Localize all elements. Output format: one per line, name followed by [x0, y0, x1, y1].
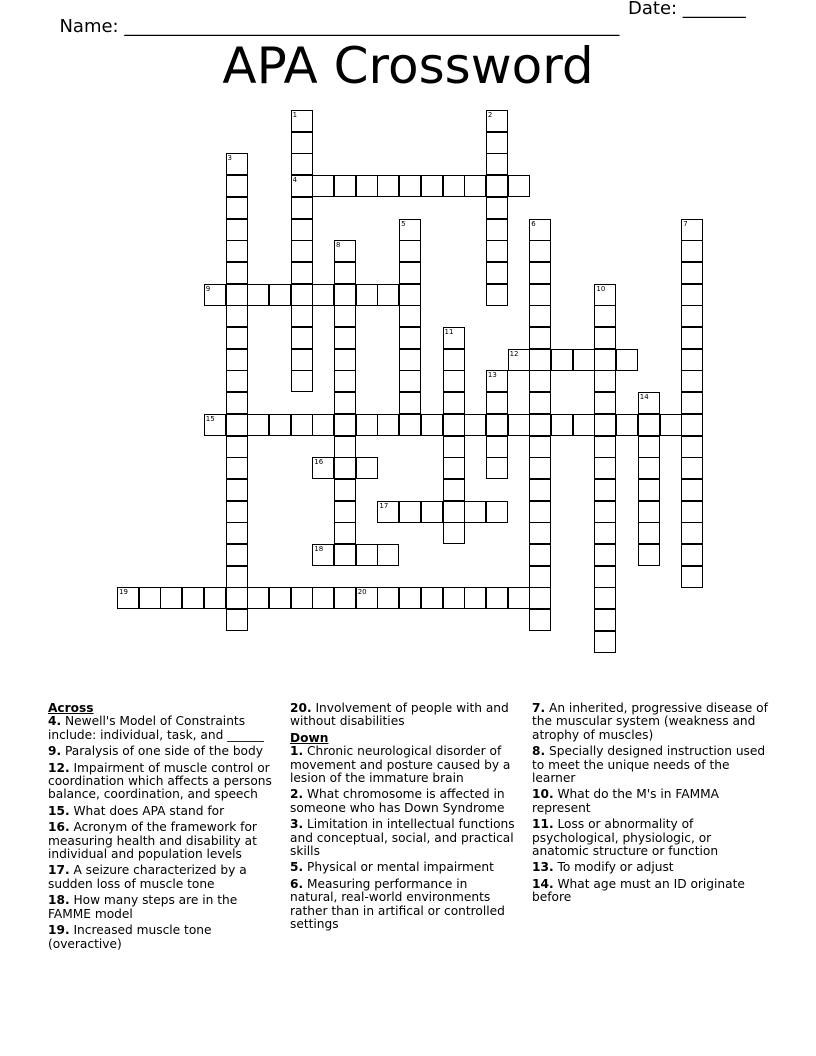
crossword-cell[interactable]	[334, 240, 356, 262]
clues-column-2	[290, 702, 518, 935]
crossword-cell[interactable]	[638, 414, 660, 436]
clue-item	[290, 861, 518, 874]
clue-number: 1.	[290, 744, 304, 759]
cell-number: 7	[683, 219, 688, 228]
crossword-cell[interactable]	[681, 457, 703, 479]
crossword-cell[interactable]	[399, 587, 421, 609]
clue-item	[48, 864, 276, 891]
crossword-cell[interactable]	[443, 370, 465, 392]
crossword-cell[interactable]	[638, 436, 660, 458]
crossword-cell[interactable]	[247, 587, 269, 609]
clue-text: What does APA stand for	[69, 803, 225, 818]
crossword-cell[interactable]	[443, 414, 465, 436]
crossword-cell[interactable]	[247, 284, 269, 306]
crossword-cell[interactable]	[681, 305, 703, 327]
crossword-cell[interactable]	[681, 262, 703, 284]
cell-number: 3	[227, 154, 232, 163]
clue-number: 17.	[48, 863, 70, 878]
crossword-cell[interactable]	[486, 370, 508, 392]
crossword-cell[interactable]	[464, 501, 486, 523]
crossword-cell[interactable]	[594, 349, 616, 371]
crossword-cell[interactable]	[377, 414, 399, 436]
crossword-cell[interactable]	[529, 501, 551, 523]
clue-item	[532, 788, 768, 815]
crossword-cell[interactable]	[421, 414, 443, 436]
cell-number: 20	[357, 588, 367, 597]
crossword-cell[interactable]	[594, 327, 616, 349]
crossword-cell[interactable]	[226, 587, 248, 609]
clue-item	[290, 745, 518, 785]
crossword-cell[interactable]	[399, 284, 421, 306]
crossword-cell[interactable]	[529, 262, 551, 284]
clue-text: Acronym of the framework for measuring health and disability at individual and population levels	[48, 820, 257, 862]
crossword-cell[interactable]	[486, 175, 508, 197]
crossword-cell[interactable]	[269, 414, 291, 436]
crossword-cell[interactable]	[443, 479, 465, 501]
crossword-cell[interactable]	[681, 501, 703, 523]
crossword-cell[interactable]	[269, 284, 291, 306]
crossword-cell[interactable]	[226, 153, 248, 175]
crossword-cell[interactable]	[529, 587, 551, 609]
clue-number: 11.	[532, 817, 554, 832]
crossword-cell[interactable]	[226, 349, 248, 371]
clue-item	[532, 702, 768, 742]
crossword-cell[interactable]	[139, 587, 161, 609]
clue-item	[532, 861, 768, 874]
crossword-cell[interactable]	[660, 414, 682, 436]
crossword-cell[interactable]	[117, 587, 139, 609]
crossword-cell[interactable]	[291, 414, 313, 436]
crossword-cell[interactable]	[312, 175, 334, 197]
crossword-cell[interactable]	[529, 436, 551, 458]
crossword-cell[interactable]	[529, 544, 551, 566]
cell-number: 5	[401, 219, 406, 228]
crossword-cell[interactable]	[334, 544, 356, 566]
crossword-cell[interactable]	[291, 197, 313, 219]
crossword-cell[interactable]	[486, 436, 508, 458]
crossword-cell[interactable]	[334, 262, 356, 284]
crossword-cell[interactable]	[486, 110, 508, 132]
crossword-cell[interactable]	[247, 414, 269, 436]
cell-number: 2	[487, 111, 493, 119]
crossword-cell[interactable]	[638, 479, 660, 501]
crossword-cell[interactable]	[638, 457, 660, 479]
crossword-cell[interactable]	[616, 349, 638, 371]
crossword-cell[interactable]	[356, 414, 378, 436]
crossword-cell[interactable]	[681, 479, 703, 501]
crossword-cell[interactable]	[486, 414, 508, 436]
crossword-cell[interactable]	[334, 587, 356, 609]
crossword-cell[interactable]	[226, 479, 248, 501]
clues-column-1	[48, 702, 276, 954]
crossword-cell[interactable]	[291, 153, 313, 175]
clue-item	[290, 878, 518, 932]
crossword-cell[interactable]	[486, 153, 508, 175]
crossword-cell[interactable]	[334, 284, 356, 306]
cell-number: 1	[292, 111, 298, 119]
clue-text: Specially designed instruction used to meet the unique needs of the learner	[532, 744, 766, 786]
crossword-cell[interactable]	[226, 262, 248, 284]
crossword-cell[interactable]	[443, 392, 465, 414]
crossword-cell[interactable]	[226, 566, 248, 588]
crossword-cell[interactable]	[529, 349, 551, 371]
clue-text: Increased muscle tone (overactive)	[48, 923, 212, 951]
crossword-cell[interactable]	[486, 197, 508, 219]
crossword-cell[interactable]	[291, 305, 313, 327]
clue-number: 20.	[290, 701, 312, 715]
crossword-cell[interactable]	[594, 501, 616, 523]
crossword-cell[interactable]	[486, 240, 508, 262]
clue-text: Measuring performance in natural, real-world environments rather than in artifical or controlled settings	[290, 876, 505, 932]
crossword-cell[interactable]	[334, 175, 356, 197]
clue-number: 9.	[48, 744, 62, 759]
crossword-cell[interactable]	[399, 349, 421, 371]
crossword-cell[interactable]	[399, 414, 421, 436]
crossword-cell[interactable]	[226, 240, 248, 262]
crossword-cell[interactable]	[551, 349, 573, 371]
clue-text: Paralysis of one side of the body	[61, 744, 263, 759]
crossword-cell[interactable]	[443, 457, 465, 479]
clue-item	[48, 821, 276, 861]
crossword-cell[interactable]	[291, 219, 313, 241]
page-title: APA Crossword	[222, 37, 594, 95]
crossword-cell[interactable]	[529, 566, 551, 588]
crossword-cell[interactable]	[443, 327, 465, 349]
crossword-cell[interactable]	[291, 327, 313, 349]
clue-number: 7.	[532, 701, 546, 715]
down-clue-list	[290, 745, 518, 931]
crossword-cell[interactable]	[464, 414, 486, 436]
clue-item	[48, 715, 276, 742]
crossword-cell[interactable]	[681, 349, 703, 371]
crossword-cell[interactable]	[443, 587, 465, 609]
crossword-cell[interactable]	[681, 370, 703, 392]
cell-number: 14	[639, 393, 649, 402]
crossword-cell[interactable]	[226, 392, 248, 414]
crossword-cell[interactable]	[681, 522, 703, 544]
crossword-cell[interactable]	[356, 587, 378, 609]
crossword-cell[interactable]	[529, 240, 551, 262]
crossword-cell[interactable]	[399, 370, 421, 392]
clue-text: A seizure characterized by a sudden loss of muscle tone	[48, 863, 247, 891]
cell-number: 13	[487, 371, 497, 380]
clue-number: 12.	[48, 760, 70, 775]
crossword-cell[interactable]	[681, 327, 703, 349]
crossword-cell[interactable]	[681, 240, 703, 262]
clue-item	[532, 745, 768, 785]
crossword-cell[interactable]	[226, 501, 248, 523]
crossword-cell[interactable]	[334, 392, 356, 414]
date-field-label: Date: _______	[628, 0, 746, 19]
clue-item	[290, 788, 518, 815]
crossword-cell[interactable]	[486, 132, 508, 154]
crossword-cell[interactable]	[399, 327, 421, 349]
clue-item	[532, 878, 768, 905]
crossword-cell[interactable]	[681, 284, 703, 306]
clue-number: 6.	[290, 876, 304, 891]
crossword-cell[interactable]	[443, 501, 465, 523]
crossword-cell[interactable]	[486, 284, 508, 306]
cell-number: 8	[336, 241, 341, 250]
crossword-cell[interactable]	[226, 219, 248, 241]
crossword-cell[interactable]	[291, 132, 313, 154]
crossword-cell[interactable]	[529, 609, 551, 631]
crossword-cell[interactable]	[226, 370, 248, 392]
cell-number: 16	[314, 458, 324, 467]
clues-column-3	[532, 702, 768, 908]
crossword-cell[interactable]	[616, 414, 638, 436]
crossword-cell[interactable]	[226, 522, 248, 544]
cell-number: 15	[205, 414, 215, 423]
crossword-cell[interactable]	[681, 219, 703, 241]
crossword-cell[interactable]	[182, 587, 204, 609]
crossword-cell[interactable]	[204, 284, 226, 306]
cell-number: 18	[314, 545, 324, 553]
crossword-cell[interactable]	[312, 587, 334, 609]
cell-number: 19	[119, 588, 128, 597]
down-heading: Down	[290, 730, 329, 745]
crossword-cell[interactable]	[594, 631, 616, 653]
crossword-cell[interactable]	[356, 175, 378, 197]
crossword-cell[interactable]	[594, 457, 616, 479]
across-clue-list	[48, 715, 276, 951]
crossword-cell[interactable]	[226, 457, 248, 479]
crossword-cell[interactable]	[291, 240, 313, 262]
crossword-cell[interactable]	[529, 457, 551, 479]
crossword-cell[interactable]	[529, 479, 551, 501]
crossword-cell[interactable]	[160, 587, 182, 609]
crossword-cell[interactable]	[226, 609, 248, 631]
clue-item	[290, 818, 518, 858]
crossword-cell[interactable]	[399, 392, 421, 414]
clue-text: Physical or mental impairment	[303, 860, 494, 875]
crossword-cell[interactable]	[508, 175, 530, 197]
crossword-cell[interactable]	[312, 284, 334, 306]
crossword-cell[interactable]	[594, 544, 616, 566]
crossword-cell[interactable]	[421, 175, 443, 197]
crossword-cell[interactable]	[334, 457, 356, 479]
crossword-cell[interactable]	[226, 327, 248, 349]
crossword-cell[interactable]	[529, 522, 551, 544]
crossword-cell[interactable]	[291, 175, 313, 197]
crossword-cell[interactable]	[399, 175, 421, 197]
crossword-cell[interactable]	[204, 414, 226, 436]
crossword-cell[interactable]	[312, 414, 334, 436]
clue-number: 3.	[290, 817, 304, 832]
clue-item	[48, 805, 276, 818]
crossword-cell[interactable]	[681, 392, 703, 414]
down-clue-list-continued	[532, 702, 768, 905]
clue-number: 5.	[290, 860, 304, 875]
clue-text: Loss or abnormality of psychological, physiologic, or anatomic structure or function	[532, 817, 719, 859]
crossword-cell[interactable]	[486, 392, 508, 414]
cell-number: 4	[292, 176, 298, 185]
clue-text: Impairment of muscle control or coordination which affects a persons balance, coordination, and speech	[48, 760, 272, 802]
crossword-cell[interactable]	[681, 544, 703, 566]
crossword-cell[interactable]	[638, 522, 660, 544]
cell-number: 9	[205, 284, 211, 293]
crossword-cell[interactable]	[377, 587, 399, 609]
crossword-cell[interactable]	[486, 501, 508, 523]
crossword-cell[interactable]	[291, 284, 313, 306]
cell-number: 12	[509, 349, 519, 358]
clue-text: How many steps are in the FAMME model	[48, 893, 238, 921]
clue-text: To modify or adjust	[553, 860, 674, 875]
clue-item	[48, 762, 276, 802]
crossword-cell[interactable]	[226, 436, 248, 458]
crossword-cell[interactable]	[226, 175, 248, 197]
cell-number: 10	[596, 284, 606, 293]
crossword-cell[interactable]	[334, 522, 356, 544]
crossword-cell[interactable]	[681, 436, 703, 458]
crossword-cell[interactable]	[269, 587, 291, 609]
crossword-cell[interactable]	[312, 544, 334, 566]
crossword-cell[interactable]	[291, 349, 313, 371]
crossword-cell[interactable]	[594, 479, 616, 501]
crossword-cell[interactable]	[529, 219, 551, 241]
crossword-cell[interactable]	[334, 414, 356, 436]
cell-number: 11	[444, 328, 454, 336]
cell-number: 17	[379, 501, 389, 510]
crossword-cell[interactable]	[486, 587, 508, 609]
clue-text: Limitation in intellectual functions and conceptual, social, and practical skills	[290, 817, 515, 859]
crossword-cell[interactable]	[443, 349, 465, 371]
name-field-label: Name: _______________________________________________________	[59, 16, 620, 37]
crossword-cell[interactable]	[508, 414, 530, 436]
clue-number: 4.	[48, 714, 62, 729]
crossword-cell[interactable]	[334, 305, 356, 327]
crossword-cell[interactable]	[551, 414, 573, 436]
across-clue-list-continued	[290, 702, 518, 729]
crossword-cell[interactable]	[204, 587, 226, 609]
crossword-cell[interactable]	[377, 544, 399, 566]
crossword-cell[interactable]	[334, 501, 356, 523]
crossword-cell[interactable]	[594, 522, 616, 544]
crossword-cell[interactable]	[594, 284, 616, 306]
crossword-cell[interactable]	[594, 370, 616, 392]
crossword-cell[interactable]	[399, 240, 421, 262]
crossword-cell[interactable]	[681, 566, 703, 588]
clue-number: 16.	[48, 820, 70, 835]
crossword-cell[interactable]	[638, 392, 660, 414]
crossword-cell[interactable]	[508, 349, 530, 371]
crossword-cell[interactable]	[291, 110, 313, 132]
clue-item	[532, 818, 768, 858]
clue-text: Chronic neurological disorder of movement and posture caused by a lesion of the immature brain	[290, 744, 511, 786]
clue-text: What age must an ID originate before	[532, 876, 745, 905]
clue-number: 8.	[532, 744, 546, 759]
crossword-cell[interactable]	[529, 392, 551, 414]
crossword-cell[interactable]	[399, 305, 421, 327]
clue-text: Newell's Model of Constraints include: individual, task, and ______	[48, 714, 264, 742]
clue-text: What do the M's in FAMMA represent	[532, 787, 719, 815]
crossword-cell[interactable]	[638, 501, 660, 523]
crossword-cell[interactable]	[681, 414, 703, 436]
crossword-cell[interactable]	[443, 175, 465, 197]
crossword-cell[interactable]	[226, 284, 248, 306]
clue-text: Involvement of people with and without disabilities	[290, 701, 509, 729]
crossword-cell[interactable]	[377, 284, 399, 306]
crossword-cell[interactable]	[443, 522, 465, 544]
crossword-cell[interactable]	[356, 544, 378, 566]
crossword-cell[interactable]	[421, 501, 443, 523]
crossword-cell[interactable]	[399, 219, 421, 241]
crossword-cell[interactable]	[486, 219, 508, 241]
crossword-cell[interactable]	[226, 544, 248, 566]
crossword-cell[interactable]	[594, 566, 616, 588]
crossword-cell[interactable]	[443, 436, 465, 458]
crossword-cell[interactable]	[594, 305, 616, 327]
clue-number: 15.	[48, 803, 70, 818]
crossword-cell[interactable]	[529, 305, 551, 327]
crossword-cell[interactable]	[638, 544, 660, 566]
crossword-cell[interactable]	[529, 327, 551, 349]
clue-number: 10.	[532, 787, 554, 802]
crossword-cell[interactable]	[594, 414, 616, 436]
crossword-cell[interactable]	[377, 501, 399, 523]
crossword-cell[interactable]	[356, 284, 378, 306]
crossword-cell[interactable]	[486, 262, 508, 284]
clue-item	[48, 745, 276, 758]
clue-item	[48, 894, 276, 921]
crossword-cell[interactable]	[464, 587, 486, 609]
crossword-cell[interactable]	[594, 392, 616, 414]
crossword-cell[interactable]	[594, 436, 616, 458]
crossword-cell[interactable]	[291, 262, 313, 284]
crossword-cell[interactable]	[226, 305, 248, 327]
crossword-cell[interactable]	[377, 175, 399, 197]
crossword-cell[interactable]	[529, 414, 551, 436]
clue-number: 14.	[532, 876, 554, 891]
clue-text: What chromosome is affected in someone who has Down Syndrome	[290, 787, 505, 815]
crossword-cell[interactable]	[334, 349, 356, 371]
crossword-cell[interactable]	[573, 414, 595, 436]
clue-item	[290, 702, 518, 729]
crossword-cell[interactable]	[486, 457, 508, 479]
crossword-cell[interactable]	[226, 197, 248, 219]
clue-number: 18.	[48, 893, 70, 908]
crossword-cell[interactable]	[594, 609, 616, 631]
clue-item	[48, 924, 276, 951]
crossword-cell[interactable]	[334, 327, 356, 349]
clue-number: 2.	[290, 787, 304, 802]
crossword-cell[interactable]	[399, 501, 421, 523]
crossword-cell[interactable]	[312, 457, 334, 479]
crossword-cell[interactable]	[529, 284, 551, 306]
clue-number: 13.	[532, 860, 554, 875]
crossword-cell[interactable]	[464, 175, 486, 197]
crossword-cell[interactable]	[421, 587, 443, 609]
crossword-cell[interactable]	[573, 349, 595, 371]
crossword-cell[interactable]	[291, 587, 313, 609]
clue-number: 19.	[48, 923, 70, 938]
crossword-cell[interactable]	[291, 370, 313, 392]
across-heading: Across	[48, 701, 94, 715]
crossword-cell[interactable]	[226, 414, 248, 436]
crossword-cell[interactable]	[334, 370, 356, 392]
clue-text: An inherited, progressive disease of the muscular system (weakness and atrophy of muscles)	[532, 701, 768, 742]
crossword-cell[interactable]	[508, 587, 530, 609]
crossword-cell[interactable]	[529, 370, 551, 392]
crossword-cell[interactable]	[334, 479, 356, 501]
crossword-cell[interactable]	[356, 457, 378, 479]
cell-number: 6	[531, 219, 536, 228]
crossword-cell[interactable]	[594, 587, 616, 609]
crossword-cell[interactable]	[334, 436, 356, 458]
crossword-cell[interactable]	[399, 262, 421, 284]
